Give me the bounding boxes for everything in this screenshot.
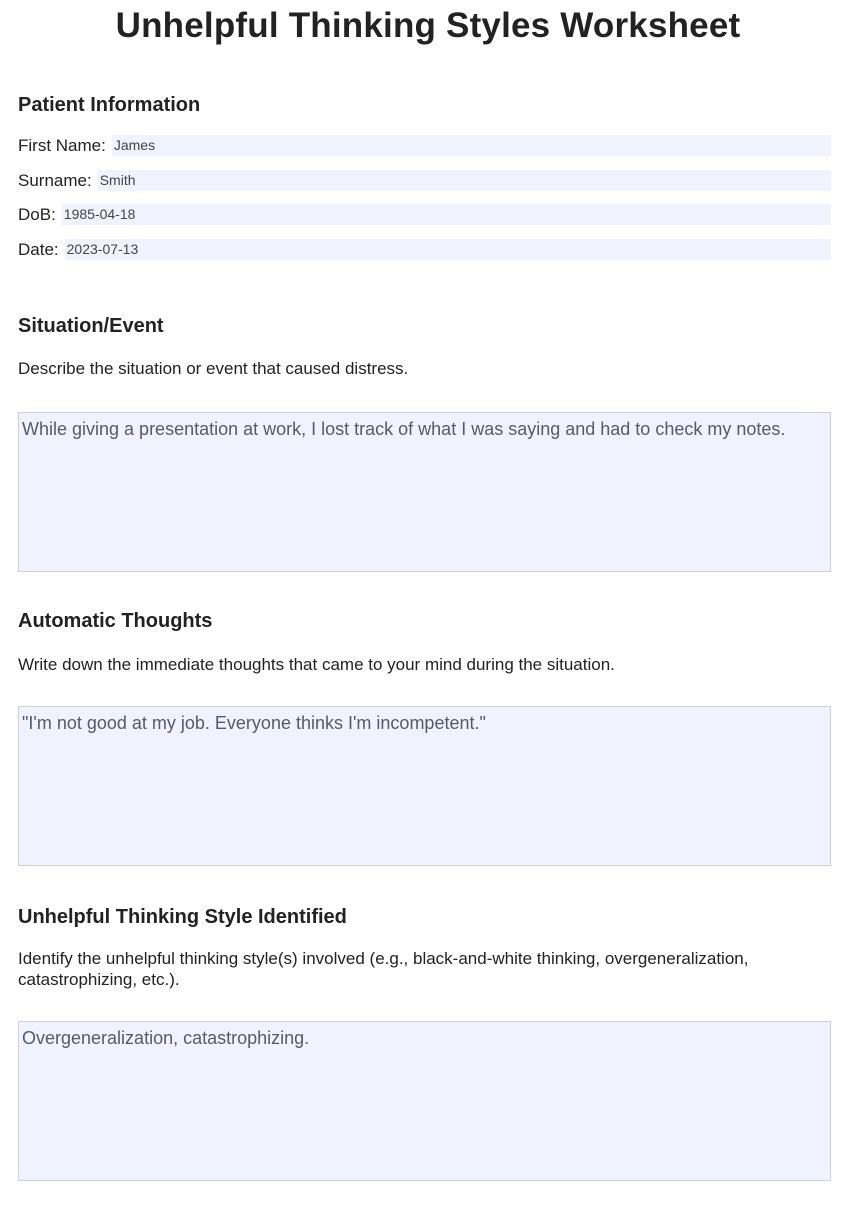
thinking-style-heading: Unhelpful Thinking Style Identified [18,906,347,928]
automatic-thoughts-description: Write down the immediate thoughts that came to your mind during the situation. [18,655,615,674]
dob-input[interactable] [62,204,831,225]
thinking-style-response-field[interactable] [18,1021,831,1181]
first-name-row [18,135,831,156]
date-row [18,239,831,260]
automatic-thoughts-response-field[interactable] [18,706,831,866]
situation-heading: Situation/Event [18,315,164,337]
surname-input[interactable] [98,170,831,191]
surname-label: Surname: [18,170,92,190]
surname-row [18,170,831,191]
situation-description: Describe the situation or event that caused distress. [18,359,409,378]
thinking-style-description: Identify the unhelpful thinking style(s) involved (e.g., black-and-white thinking, overgeneralization, catastrophizing, etc.). [18,949,749,989]
first-name-label: First Name: [18,135,106,155]
dob-label: DoB: [18,204,56,224]
automatic-thoughts-heading: Automatic Thoughts [18,610,213,632]
date-label: Date: [18,239,59,259]
page-title: Unhelpful Thinking Styles Worksheet [115,6,741,45]
dob-row [18,204,831,225]
patient-info-heading: Patient Information [18,94,201,116]
situation-response-field[interactable] [18,412,831,572]
date-input[interactable] [65,239,831,260]
first-name-input[interactable] [112,135,831,156]
